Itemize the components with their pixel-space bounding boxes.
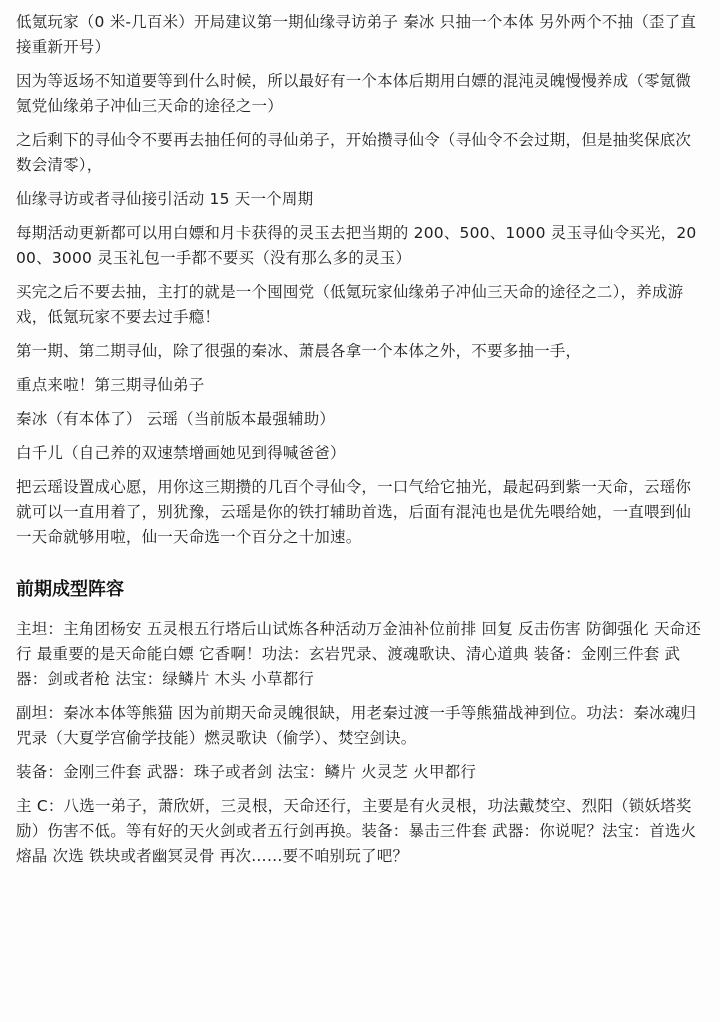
paragraph-third-phase-highlight: 重点来啦！第三期寻仙弟子 [16, 376, 205, 394]
paragraph-hoard-advice: 买完之后不要去抽，主打的就是一个囤囤党（低氪玩家仙缘弟子冲仙三天命的途径之二），养成游戏，低氪玩家不要去过手瘾！ [16, 283, 684, 326]
paragraph-main-dps: 主 C：八选一弟子，萧欣妍，三灵根，天命还行，主要是有火灵根，功法戴焚空、烈阳（锁妖塔奖励）伤害不低。等有好的天火剑或者五行剑再换。装备：暴击三件套 武器：你说呢？法宝：首选火熔晶 次选 铁块或者幽冥灵骨 再次……要不咱别玩了吧？ [16, 797, 697, 865]
paragraph-baiqianer: 白千儿（自己养的双速禁增画她见到得喊爸爸） [16, 444, 346, 462]
paragraph-save-tokens: 之后剩下的寻仙令不要再去抽任何的寻仙弟子，开始攒寻仙令（寻仙令不会过期，但是抽奖保底次数会清零）， [16, 131, 692, 174]
paragraph-yunyao-wish: 把云瑶设置成心愿，用你这三期攒的几百个寻仙令，一口气给它抽光，最起码到紫一天命，云瑶你就可以一直用着了，别犹豫，云瑶是你的铁打辅助首选，后面有混沌也是优先喂给她，一直喂到仙一天命就够用啦，仙一天命选一个百分之十加速。 [16, 478, 692, 546]
paragraph-main-tank: 主坦：主角团杨安 五灵根五行塔后山试炼各种活动万金油补位前排 回复 反击伤害 防御强化 天命还行 最重要的是天命能白嫖 它香啊！功法：玄岩咒录、渡魂歌诀、清心道典 装备：金刚三件套 武器：剑或者枪 法宝：绿鳞片 木头 小草都行 [16, 620, 702, 688]
paragraph-sub-tank: 副坦：秦冰本体等熊猫 因为前期天命灵魄很缺，用老秦过渡一手等熊猫战神到位。功法：秦冰魂归咒录（大夏学宫偷学技能）燃灵歌诀（偷学）、焚空剑诀。 [16, 704, 697, 747]
paragraph-first-second-phase: 第一期、第二期寻仙，除了很强的秦冰、萧晨各拿一个本体之外，不要多抽一手， [16, 342, 582, 360]
paragraph-qinbing-yunyao: 秦冰（有本体了） 云瑶（当前版本最强辅助） [16, 410, 336, 428]
paragraph-rerun-reason: 因为等返场不知道要等到什么时候，所以最好有一个本体后期用白嫖的混沌灵魄慢慢养成（零氪微氪党仙缘弟子冲仙三天命的途径之一） [16, 72, 692, 115]
paragraph-opening-advice: 低氪玩家（0 米-几百米）开局建议第一期仙缘寻访弟子 秦冰 只抽一个本体 另外两个不抽（歪了直接重新开号） [16, 13, 697, 56]
paragraph-sub-tank-equipment: 装备：金刚三件套 武器：珠子或者剑 法宝：鳞片 火灵芝 火甲都行 [16, 763, 477, 781]
paragraph-event-cycle: 仙缘寻访或者寻仙接引活动 15 天一个周期 [16, 190, 314, 208]
section-heading: 前期成型阵容 [16, 579, 124, 600]
paragraph-buy-tokens: 每期活动更新都可以用白嫖和月卡获得的灵玉去把当期的 200、500、1000 灵玉寻仙令买光，2000、3000 灵玉礼包一手都不要买（没有那么多的灵玉） [16, 224, 697, 267]
section-spacer [16, 559, 704, 577]
